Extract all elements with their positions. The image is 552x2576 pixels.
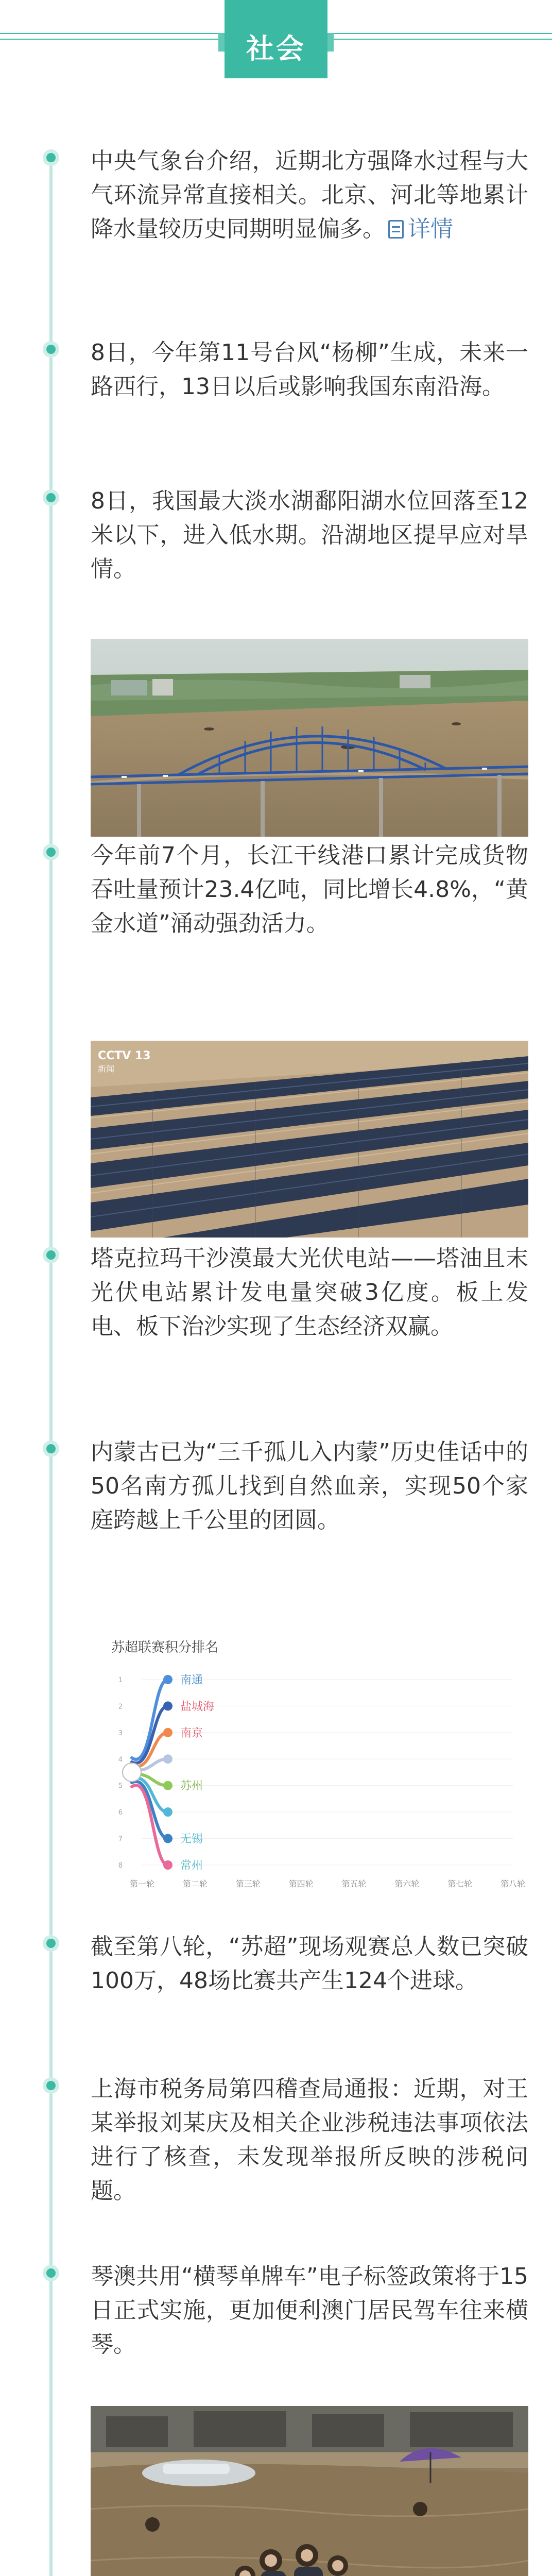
timeline-dot xyxy=(43,341,59,358)
y-tick-label: 2 xyxy=(118,1703,123,1711)
news-item-weather xyxy=(91,144,528,246)
series-label: 苏州 xyxy=(180,1780,203,1793)
series-point xyxy=(163,1754,173,1764)
x-tick-label: 第二轮 xyxy=(182,1879,208,1889)
flood-rescue-photo xyxy=(91,2406,528,2576)
news-text: 塔克拉玛干沙漠最大光伏电站——塔油且末光伏电站累计发电量突破3亿度。板上发电、板下治沙实现了生态经济双赢。 xyxy=(91,1245,528,1340)
news-item-orphans xyxy=(91,1435,528,1537)
y-tick-label: 8 xyxy=(118,1862,123,1870)
solar-farm-photo xyxy=(91,1041,528,1238)
x-tick-label: 第三轮 xyxy=(235,1879,261,1889)
timeline-dot xyxy=(43,1247,59,1263)
series-point xyxy=(163,1675,173,1684)
news-text: 内蒙古已为“三千孤儿入内蒙”历史佳话中的50名南方孤儿找到自然血亲，实现50个家庭跨越上千公里的团圆。 xyxy=(91,1439,528,1533)
timeline-dot xyxy=(43,2265,59,2281)
news-text: 中央气象台介绍，近期北方强降水过程与大气环流异常直接相关。北京、河北等地累计降水量较历史同期明显偏多。 xyxy=(91,148,528,242)
details-link[interactable] xyxy=(385,216,453,242)
series-point xyxy=(163,1728,173,1737)
series-point xyxy=(163,1834,173,1843)
timeline-dot xyxy=(43,844,59,860)
news-item-hengqin-plate xyxy=(91,2260,528,2362)
news-item-su-league xyxy=(91,1930,528,1998)
y-tick-label: 5 xyxy=(118,1782,123,1790)
news-item-typhoon xyxy=(91,336,528,404)
x-tick-label: 第五轮 xyxy=(341,1879,367,1889)
series-point xyxy=(163,1807,173,1817)
news-item-yangtze-ports xyxy=(91,839,528,941)
news-text: 琴澳共用“横琴单牌车”电子标签政策将于15日正式实施，更加便利澳门居民驾车往来横琴。 xyxy=(91,2263,528,2358)
series-label: 南通 xyxy=(180,1674,203,1687)
series-point xyxy=(163,1701,173,1710)
news-item-solar-plant xyxy=(91,1242,528,1344)
series-label: 常州 xyxy=(180,1859,203,1872)
news-item-tax-bureau xyxy=(91,2072,528,2208)
section-title: 社会 xyxy=(246,32,306,65)
series-label: 无锡 xyxy=(180,1833,203,1846)
tv-watermark-sub: 新闻 xyxy=(98,1064,115,1074)
news-item-poyang-lake xyxy=(91,484,528,586)
x-tick-label: 第六轮 xyxy=(394,1879,420,1889)
news-text: 今年前7个月，长江干线港口累计完成货物吞吐量预计23.4亿吨，同比增长4.8%，“黄金水道”涌动强劲活力。 xyxy=(91,842,528,937)
y-tick-label: 7 xyxy=(118,1835,123,1843)
news-text: 8日，我国最大淡水湖鄱阳湖水位回落至12米以下，进入低水期。沿湖地区提早应对旱情。 xyxy=(91,488,528,582)
series-point xyxy=(163,1860,173,1870)
timeline-dot xyxy=(43,1935,59,1952)
x-tick-label: 第八轮 xyxy=(500,1879,526,1889)
timeline-dot xyxy=(43,1440,59,1457)
x-tick-label: 第七轮 xyxy=(447,1879,473,1889)
tv-watermark: CCTV 13 xyxy=(98,1049,151,1062)
y-tick-label: 6 xyxy=(118,1809,123,1817)
timeline-dot xyxy=(43,489,59,506)
news-text: 截至第八轮，“苏超”现场观赛总人数已突破100万，48场比赛共产生124个进球。 xyxy=(91,1934,528,1994)
news-text: 8日，今年第11号台风“杨柳”生成，未来一路西行，13日以后或影响我国东南沿海。 xyxy=(91,340,528,400)
timeline-dot xyxy=(43,149,59,166)
yangtze-bridge-photo xyxy=(91,639,528,837)
news-text: 上海市税务局第四稽查局通报：近期，对王某举报刘某庆及相关企业涉税违法事项依法进行了核查，未发现举报所反映的涉税问题。 xyxy=(91,2076,528,2204)
y-tick-label: 3 xyxy=(118,1729,123,1737)
series-label: 南京 xyxy=(180,1726,203,1740)
details-link-label: 详情 xyxy=(408,216,453,242)
series-point xyxy=(163,1781,173,1790)
x-tick-label: 第一轮 xyxy=(129,1879,155,1889)
x-tick-label: 第四轮 xyxy=(288,1879,314,1889)
ranking-chart xyxy=(91,1623,528,1911)
timeline-rail xyxy=(49,149,53,2576)
y-tick-label: 1 xyxy=(118,1676,123,1684)
y-tick-label: 4 xyxy=(118,1756,123,1764)
ranking-chart-svg xyxy=(91,1623,528,1911)
document-icon xyxy=(388,220,404,239)
hub-point xyxy=(123,1763,141,1782)
timeline-dot xyxy=(43,2077,59,2094)
series-label: 盐城海 xyxy=(180,1700,215,1714)
chart-title: 苏超联赛积分排名 xyxy=(111,1640,219,1655)
section-tab xyxy=(225,0,327,78)
